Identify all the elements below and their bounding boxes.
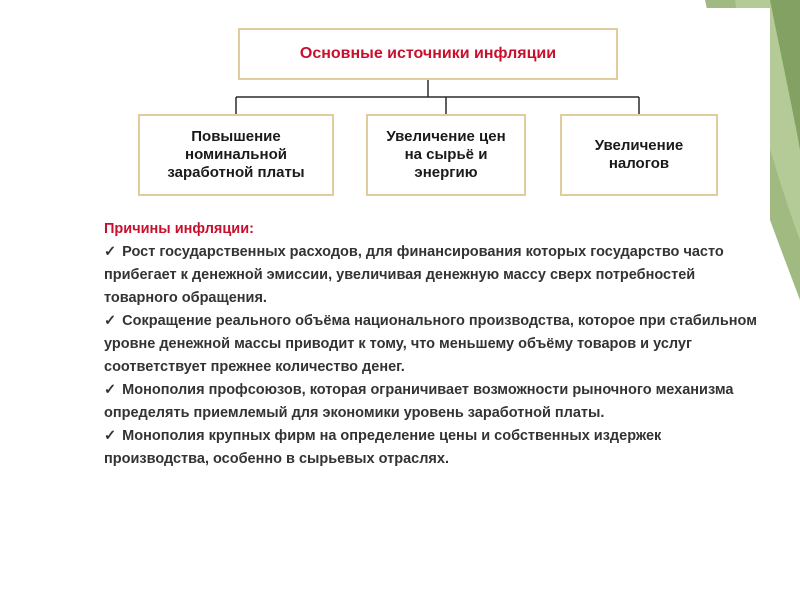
check-icon: ✓: [104, 244, 117, 260]
cause-text: Монополия профсоюзов, которая ограничивает возможности рыночного механизма определять приемлемый для экономики уровень заработной платы.: [104, 382, 734, 421]
branch-box-taxes: [560, 114, 718, 196]
cause-item: [104, 241, 758, 310]
check-icon: ✓: [104, 382, 117, 398]
cause-text: Рост государственных расходов, для финансирования которых государство часто прибегает к денежной эмиссии, увеличивая денежную массу сверх потребностей товарного обращения.: [104, 244, 724, 306]
diagram-title: Основные источники инфляции: [299, 45, 557, 62]
branch-label-wages: Повышение номинальной заработной платы: [167, 128, 305, 181]
causes-list: [104, 218, 758, 471]
causes-heading: Причины инфляции:: [104, 221, 254, 237]
branch-label-taxes: Увеличение налогов: [594, 137, 684, 172]
cause-text: Монополия крупных фирм на определение цены и собственных издержек производства, особенно в сырьевых отраслях.: [104, 428, 662, 467]
diagram-title-box: [238, 28, 618, 80]
check-icon: ✓: [104, 428, 117, 444]
branch-box-raw-materials: [366, 114, 526, 196]
cause-item: [104, 310, 758, 379]
cause-text: Сокращение реального объёма национального производства, которое при стабильном уровне денежной массы приводит к тому, что меньшему объёму товаров и услуг соответствует прежнее количество денег.: [104, 313, 757, 375]
branch-label-raw-materials: Увеличение цен на сырьё и энергию: [386, 128, 506, 181]
check-icon: ✓: [104, 313, 117, 329]
cause-item: [104, 425, 758, 471]
branch-box-wages: [138, 114, 334, 196]
cause-item: [104, 379, 758, 425]
